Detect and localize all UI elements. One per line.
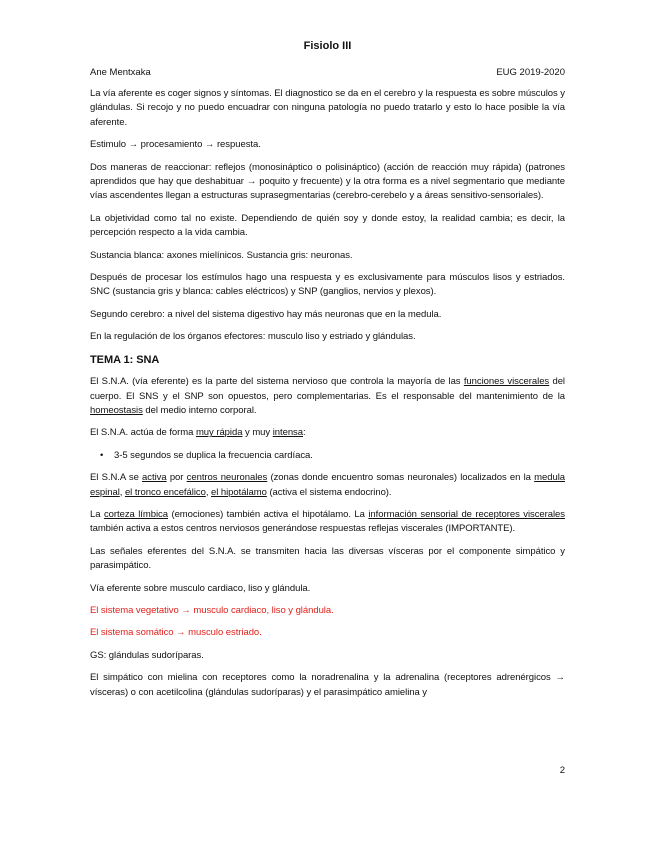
paragraph-vegetative-red: El sistema vegetativo → musculo cardiaco, liso y glándula. xyxy=(90,604,334,616)
paragraph-sna-activation: El S.N.A se activa por centros neuronales (zonas donde encuentro somas neuronales) localizados en la medula espinal, el tronco encefálico, el hipotálamo (activa el sistema endocrino). xyxy=(90,472,565,498)
paragraph-objectivity: La objetividad como tal no existe. Dependiendo de quién soy y donde estoy, la realidad cambia; es decir, la percepción respecto a la vida cambia. xyxy=(90,212,565,239)
document-title: Fisiolo III xyxy=(303,40,352,52)
paragraph-afferent: La vía aferente es coger signos y síntomas. El diagnostico se da en el cerebro y la respuesta es sobre músculos y glándulas. Si recojo y no puedo encuadrar con ninguna patología no puedo tratarlo y esto lo hace posible la vía aferente. xyxy=(90,88,565,128)
author-name: Ane Mentxaka xyxy=(90,67,151,78)
paragraph-substance: Sustancia blanca: axones mielínicos. Sustancia gris: neuronas. xyxy=(90,249,353,261)
paragraph-efferent-path: Vía eferente sobre musculo cardiaco, liso y glándula. xyxy=(90,582,311,594)
paragraph-limbic-cortex: La corteza límbica (emociones) también activa el hipotálamo. La información sensorial de receptores viscerales también activa a estos centros nerviosos generándose respuestas reflejas viscerales (IMPORTANTE). xyxy=(90,508,565,535)
paragraph-sympathetic: El simpático con mielina con receptores como la noradrenalina y la adrenalina (receptores adrenérgicos → vísceras) o con acetilcolina (glándulas sudoríparas) y el parasimpático amielina y xyxy=(90,672,565,698)
paragraph-reaction: Dos maneras de reaccionar: reflejos (monosináptico o polisináptico) (acción de reacción muy rápida) (patrones aprendidos que hay que deshabituar → poquito y frecuente) y la otra forma es a nivel segmentario que mediante vías ascendentes llegan a estructuras suprasegmentarias (cerebro-cerebelo y a áreas sensitivo-sensoriales). xyxy=(90,161,565,202)
bullet-list xyxy=(90,449,565,463)
course-year: EUG 2019-2020 xyxy=(496,67,565,78)
paragraph-regulation: En la regulación de los órganos efectores: musculo liso y estriado y glándulas. xyxy=(90,331,416,343)
paragraph-sweat-glands: GS: glándulas sudoríparas. xyxy=(90,649,204,661)
paragraph-somatic-red: El sistema somático → musculo estriado. xyxy=(90,627,262,639)
document-meta xyxy=(90,67,565,78)
paragraph-response: Después de procesar los estímulos hago una respuesta y es exclusivamente para músculos lisos y estriados. SNC (sustancia gris y blanca: cables eléctricos) y SNP (ganglios, nervios y plexos). xyxy=(90,272,565,298)
list-item: • 3-5 segundos se duplica la frecuencia cardíaca. xyxy=(90,449,565,463)
paragraph-stimulus: Estimulo → procesamiento → respuesta. xyxy=(90,139,261,151)
paragraph-second-brain: Segundo cerebro: a nivel del sistema digestivo hay más neuronas que en la medula. xyxy=(90,308,442,320)
section-heading: TEMA 1: SNA xyxy=(90,353,160,366)
paragraph-sna-speed: El S.N.A. actúa de forma muy rápida y muy intensa: xyxy=(90,427,306,439)
document-body xyxy=(90,87,565,708)
page-number: 2 xyxy=(559,765,565,776)
paragraph-efferent-signals: Las señales eferentes del S.N.A. se transmiten hacia las diversas vísceras por el componente simpático y parasimpático. xyxy=(90,545,565,572)
paragraph-sna-definition: El S.N.A. (vía eferente) es la parte del sistema nervioso que controla la mayoría de las funciones viscerales del cuerpo. El SNS y el SNP son opuestos, pero complementarias. Es el responsable del mantenimiento de la homeostasis del medio interno corporal. xyxy=(90,376,565,416)
